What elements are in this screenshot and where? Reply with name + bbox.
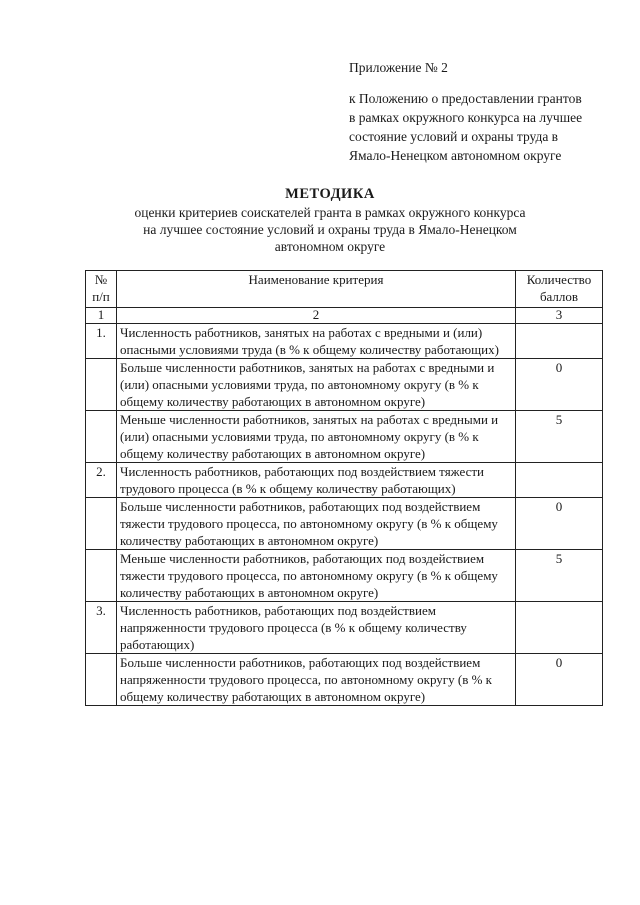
appendix-number: Приложение № 2 (349, 60, 448, 75)
criterion-name: Больше численности работников, работающих под воздействием напряженности трудового процесса, по автономному округу (в % к общему количеству работающих в автономном округе) (117, 654, 516, 706)
criteria-table (85, 270, 603, 706)
header-name: Наименование критерия (117, 271, 516, 308)
appendix-line: Ямало-Ненецком автономном округе (349, 148, 562, 163)
table-row (86, 411, 603, 463)
points-value: 0 (516, 654, 603, 706)
row-number: 3. (86, 602, 117, 654)
appendix-line: в рамках окружного конкурса на лучшее (349, 110, 583, 125)
row-number (86, 550, 117, 602)
row-number (86, 654, 117, 706)
column-index-row (86, 308, 603, 324)
column-index: 2 (117, 308, 516, 324)
appendix-line: к Положению о предоставлении грантов (349, 91, 582, 106)
table-row (86, 654, 603, 706)
main-title: МЕТОДИКА (285, 186, 375, 202)
table-row (86, 550, 603, 602)
table-row (86, 602, 603, 654)
column-index: 1 (86, 308, 117, 324)
table-row (86, 324, 603, 359)
subtitle-line: на лучшее состояние условий и охраны труда в Ямало-Ненецком (143, 222, 517, 237)
points-value (516, 463, 603, 498)
appendix-line: состояние условий и охраны труда в (349, 129, 559, 144)
criterion-name: Больше численности работников, занятых на работах с вредными и (или) опасными условиями труда, по автономному округу (в % к общему количеству работающих в автономном округе) (117, 359, 516, 411)
subtitle-line: оценки критериев соискателей гранта в рамках окружного конкурса (134, 205, 526, 220)
criterion-name: Численность работников, работающих под воздействием тяжести трудового процесса (в % к общему количеству работающих) (117, 463, 516, 498)
row-number: 2. (86, 463, 117, 498)
criterion-name: Численность работников, занятых на работах с вредными и (или) опасными условиями труда (в % к общему количеству работающих) (117, 324, 516, 359)
points-value: 5 (516, 411, 603, 463)
subtitle-line: автономном округе (274, 239, 386, 254)
table-row (86, 498, 603, 550)
criterion-name: Больше численности работников, работающих под воздействием тяжести трудового процесса, по автономному округу (в % к общему количеству работающих в автономном округе) (117, 498, 516, 550)
row-number (86, 498, 117, 550)
row-number: 1. (86, 324, 117, 359)
table-row (86, 463, 603, 498)
column-index: 3 (516, 308, 603, 324)
criterion-name: Меньше численности работников, занятых на работах с вредными и (или) опасными условиями труда, по автономному округу (в % к общему количеству работающих в автономном округе) (117, 411, 516, 463)
points-value (516, 324, 603, 359)
criterion-name: Численность работников, работающих под воздействием напряженности трудового процесса (в % к общему количеству работающих) (117, 602, 516, 654)
points-value: 5 (516, 550, 603, 602)
table-header-row (86, 271, 603, 308)
points-value: 0 (516, 498, 603, 550)
document-title (90, 186, 570, 255)
points-value (516, 602, 603, 654)
points-value: 0 (516, 359, 603, 411)
header-points: Количество баллов (516, 271, 603, 308)
row-number (86, 411, 117, 463)
header-num: № п/п (86, 271, 117, 308)
appendix-note (349, 58, 629, 165)
table-row (86, 359, 603, 411)
row-number (86, 359, 117, 411)
criterion-name: Меньше численности работников, работающих под воздействием тяжести трудового процесса, по автономному округу (в % к общему количеству работающих в автономном округе) (117, 550, 516, 602)
